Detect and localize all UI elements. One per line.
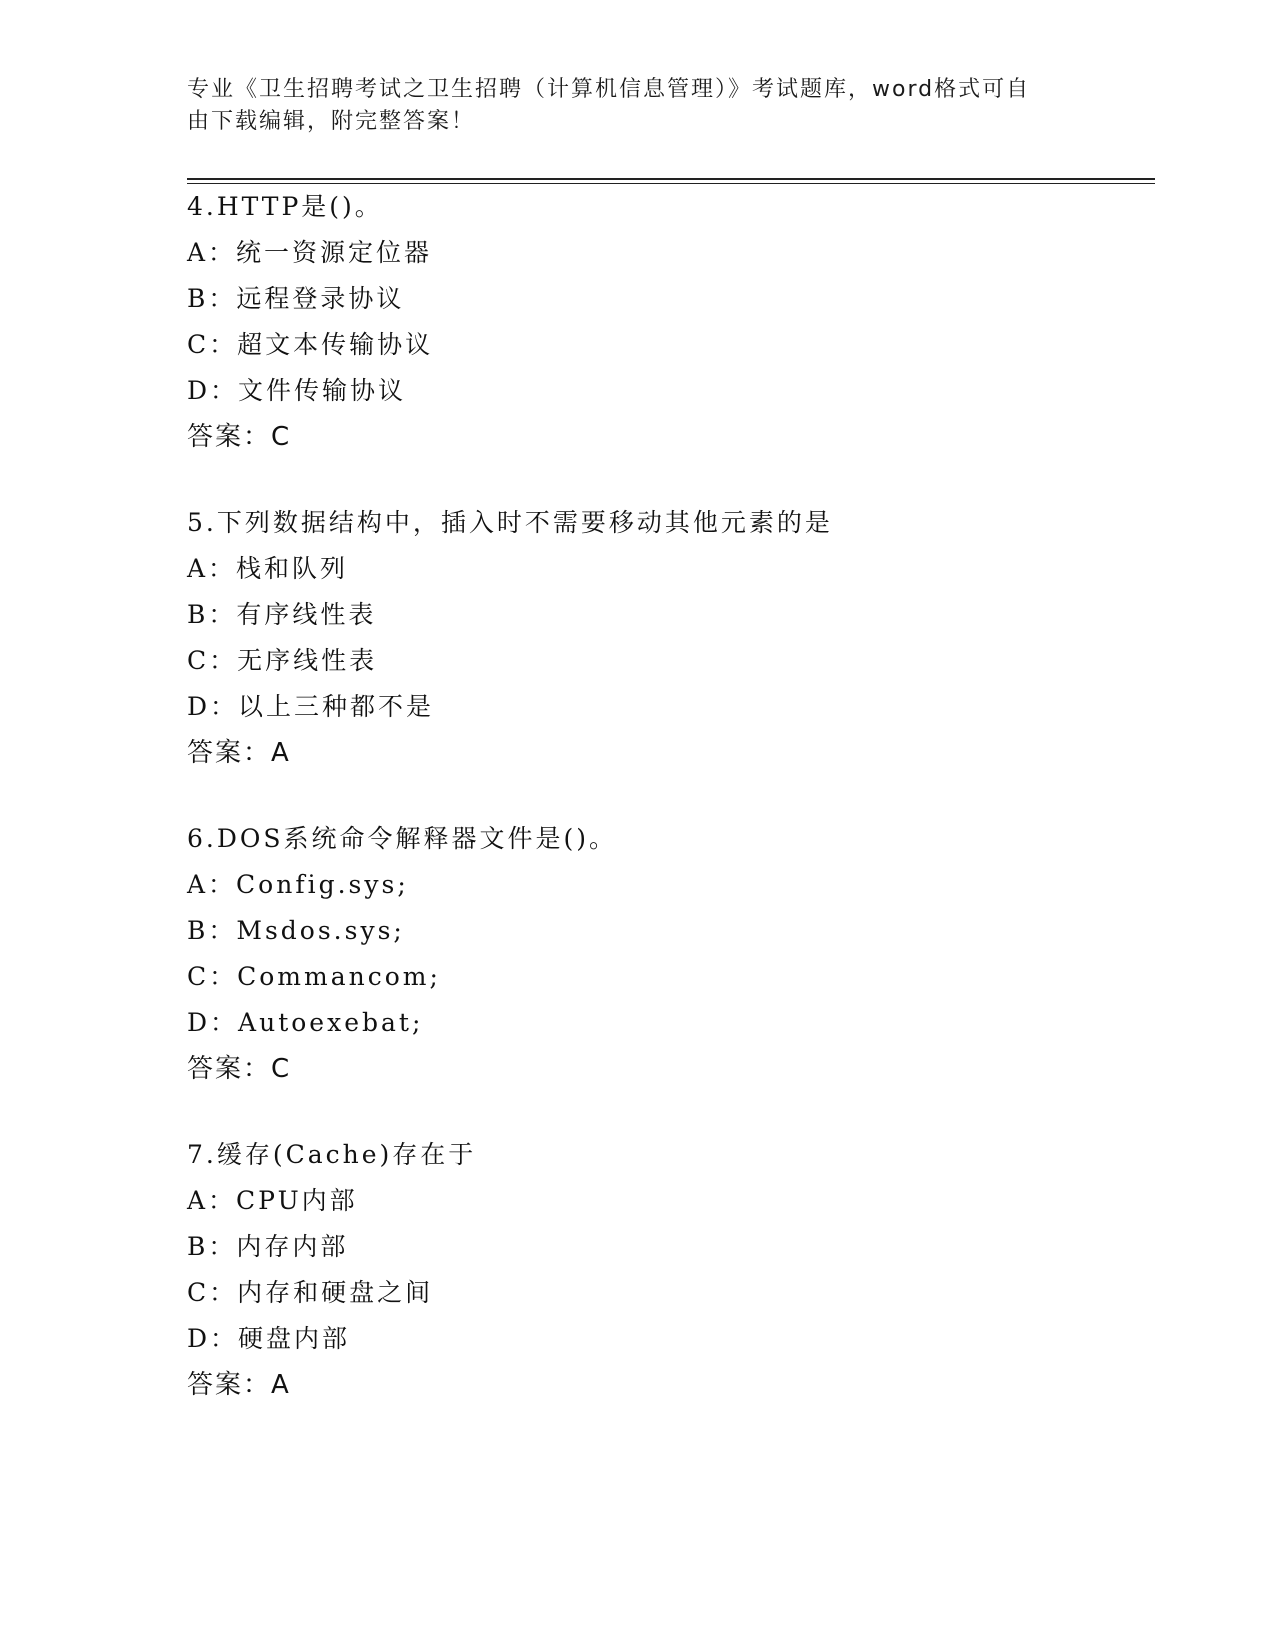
header-line-2: 由下载编辑，附完整答案！: [187, 109, 476, 134]
option-c: C：超文本传输协议: [187, 330, 434, 359]
question-stem: 5.下列数据结构中，插入时不需要移动其他元素的是: [187, 508, 833, 537]
header-line-1: 专业《卫生招聘考试之卫生招聘（计算机信息管理）》考试题库，word格式可自: [187, 77, 1031, 102]
document-header: [187, 74, 1087, 138]
option-c: C：Commancom;: [187, 962, 441, 991]
option-a: A：统一资源定位器: [187, 238, 433, 267]
option-c: C：无序线性表: [187, 646, 378, 675]
question-5: [187, 500, 1087, 776]
option-b: B：内存内部: [187, 1232, 349, 1261]
option-b: B：远程登录协议: [187, 284, 405, 313]
question-7: [187, 1132, 1087, 1408]
question-stem: 4.HTTP是()。: [187, 192, 383, 221]
option-b: B：有序线性表: [187, 600, 377, 629]
option-a: A：Config.sys;: [187, 870, 409, 899]
question-stem: 6.DOS系统命令解释器文件是()。: [187, 824, 618, 853]
answer-line: 答案：A: [187, 1370, 291, 1400]
header-divider-thick: [187, 178, 1155, 180]
question-stem: 7.缓存(Cache)存在于: [187, 1140, 477, 1169]
option-a: A：CPU内部: [187, 1186, 358, 1215]
option-d: D：以上三种都不是: [187, 692, 435, 721]
option-d: D：Autoexebat;: [187, 1008, 424, 1037]
option-b: B：Msdos.sys;: [187, 916, 405, 945]
answer-line: 答案：C: [187, 1054, 292, 1084]
answer-line: 答案：A: [187, 738, 291, 768]
option-d: D：硬盘内部: [187, 1324, 351, 1353]
option-a: A：栈和队列: [187, 554, 349, 583]
option-d: D：文件传输协议: [187, 376, 407, 405]
answer-line: 答案：C: [187, 422, 292, 452]
question-6: [187, 816, 1087, 1092]
question-4: [187, 184, 1087, 460]
option-c: C：内存和硬盘之间: [187, 1278, 434, 1307]
